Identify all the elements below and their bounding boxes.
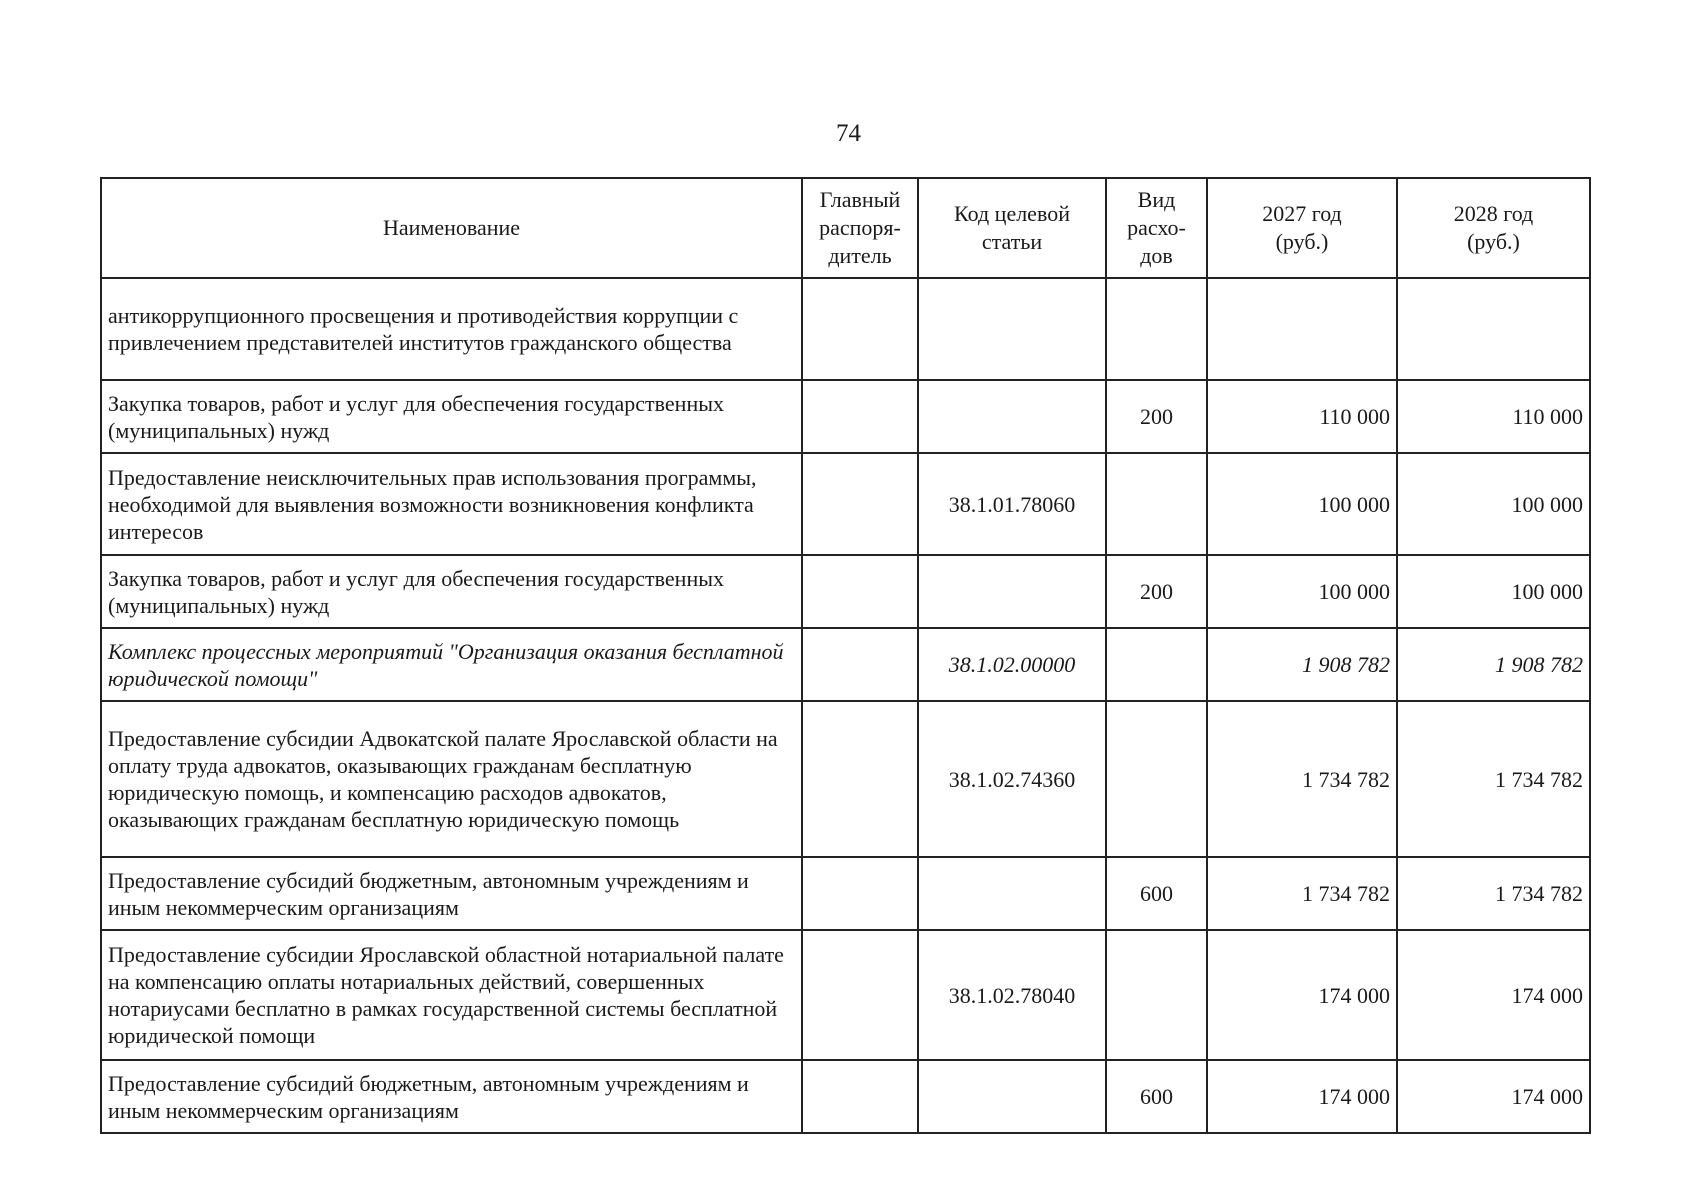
row-name: Комплекс процессных мероприятий "Организация оказания бесплатной юридической помощи" xyxy=(101,628,802,701)
row-type xyxy=(1106,930,1207,1060)
table-row xyxy=(101,1060,1590,1133)
row-name: антикоррупционного просвещения и противодействия коррупции с привлечением представителей институтов гражданского общества xyxy=(101,278,802,380)
row-code xyxy=(918,1060,1106,1133)
row-type: 600 xyxy=(1106,1060,1207,1133)
row-type: 600 xyxy=(1106,857,1207,930)
header-code: Код целевой статьи xyxy=(918,178,1106,278)
row-2028: 174 000 xyxy=(1397,1060,1590,1133)
row-code xyxy=(918,278,1106,380)
row-type: 200 xyxy=(1106,555,1207,628)
table-row xyxy=(101,555,1590,628)
row-type xyxy=(1106,278,1207,380)
page-number: 74 xyxy=(836,120,861,147)
row-manager xyxy=(802,857,918,930)
row-type: 200 xyxy=(1106,380,1207,453)
row-2028: 1 908 782 xyxy=(1397,628,1590,701)
header-manager: Главный распоря- дитель xyxy=(802,178,918,278)
row-manager xyxy=(802,701,918,857)
header-name: Наименование xyxy=(101,178,802,278)
row-2028: 100 000 xyxy=(1397,453,1590,555)
row-code xyxy=(918,380,1106,453)
row-2028 xyxy=(1397,278,1590,380)
row-manager xyxy=(802,453,918,555)
row-2027: 100 000 xyxy=(1207,453,1397,555)
row-code xyxy=(918,555,1106,628)
table-header-row xyxy=(101,178,1590,278)
row-2028: 110 000 xyxy=(1397,380,1590,453)
row-type xyxy=(1106,701,1207,857)
row-2027: 110 000 xyxy=(1207,380,1397,453)
row-name: Предоставление неисключительных прав использования программы, необходимой для выявления возможности возникновения конфликта интересов xyxy=(101,453,802,555)
row-code: 38.1.02.78040 xyxy=(918,930,1106,1060)
row-name: Закупка товаров, работ и услуг для обеспечения государственных (муниципальных) нужд xyxy=(101,380,802,453)
row-manager xyxy=(802,278,918,380)
row-2027: 1 734 782 xyxy=(1207,701,1397,857)
row-2028: 174 000 xyxy=(1397,930,1590,1060)
row-2027: 100 000 xyxy=(1207,555,1397,628)
row-manager xyxy=(802,1060,918,1133)
table-row xyxy=(101,628,1590,701)
row-code: 38.1.01.78060 xyxy=(918,453,1106,555)
row-code: 38.1.02.74360 xyxy=(918,701,1106,857)
row-2027 xyxy=(1207,278,1397,380)
header-2027: 2027 год (руб.) xyxy=(1207,178,1397,278)
row-manager xyxy=(802,628,918,701)
row-2027: 1 908 782 xyxy=(1207,628,1397,701)
row-2028: 1 734 782 xyxy=(1397,701,1590,857)
table-row xyxy=(101,701,1590,857)
row-2027: 174 000 xyxy=(1207,1060,1397,1133)
header-2028: 2028 год (руб.) xyxy=(1397,178,1590,278)
table-row xyxy=(101,453,1590,555)
row-2027: 174 000 xyxy=(1207,930,1397,1060)
row-manager xyxy=(802,380,918,453)
row-name: Предоставление субсидий бюджетным, автономным учреждениям и иным некоммерческим организациям xyxy=(101,1060,802,1133)
row-name: Предоставление субсидий бюджетным, автономным учреждениям и иным некоммерческим организациям xyxy=(101,857,802,930)
row-type xyxy=(1106,453,1207,555)
row-manager xyxy=(802,930,918,1060)
row-code xyxy=(918,857,1106,930)
table-row xyxy=(101,857,1590,930)
row-code: 38.1.02.00000 xyxy=(918,628,1106,701)
row-name: Предоставление субсидии Адвокатской палате Ярославской области на оплату труда адвокатов, оказывающих гражданам бесплатную юридическую помощь, и компенсацию расходов адвокатов, оказывающих гражданам бесплатную юридическую помощь xyxy=(101,701,802,857)
table-row xyxy=(101,278,1590,380)
row-name: Предоставление субсидии Ярославской областной нотариальной палате на компенсацию оплаты нотариальных действий, совершенных нотариусами бесплатно в рамках государственной системы бесплатной юридической помощи xyxy=(101,930,802,1060)
row-2028: 1 734 782 xyxy=(1397,857,1590,930)
row-2028: 100 000 xyxy=(1397,555,1590,628)
header-type: Вид расхо- дов xyxy=(1106,178,1207,278)
table-row xyxy=(101,380,1590,453)
row-2027: 1 734 782 xyxy=(1207,857,1397,930)
row-manager xyxy=(802,555,918,628)
table-row xyxy=(101,930,1590,1060)
budget-table xyxy=(100,177,1591,1134)
row-name: Закупка товаров, работ и услуг для обеспечения государственных (муниципальных) нужд xyxy=(101,555,802,628)
row-type xyxy=(1106,628,1207,701)
